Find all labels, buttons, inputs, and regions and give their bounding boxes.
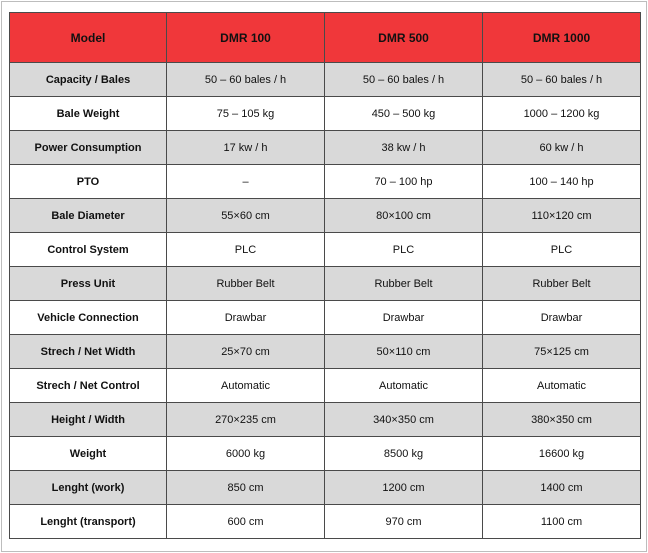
cell-dmr-100: 600 cm: [167, 505, 325, 539]
header-cell-dmr-1000: DMR 1000: [483, 13, 641, 63]
cell-dmr-500: 50×110 cm: [325, 335, 483, 369]
table-row: [10, 199, 641, 233]
table-row: [10, 233, 641, 267]
row-label: Press Unit: [10, 267, 167, 301]
table-row: [10, 267, 641, 301]
cell-dmr-100: –: [167, 165, 325, 199]
cell-dmr-1000: 1100 cm: [483, 505, 641, 539]
row-label: Weight: [10, 437, 167, 471]
row-label: Power Consumption: [10, 131, 167, 165]
table-row: [10, 369, 641, 403]
cell-dmr-1000: Rubber Belt: [483, 267, 641, 301]
cell-dmr-100: 75 – 105 kg: [167, 97, 325, 131]
cell-dmr-100: 850 cm: [167, 471, 325, 505]
row-label: Control System: [10, 233, 167, 267]
row-label: Bale Weight: [10, 97, 167, 131]
cell-dmr-500: 450 – 500 kg: [325, 97, 483, 131]
cell-dmr-500: 8500 kg: [325, 437, 483, 471]
cell-dmr-100: 50 – 60 bales / h: [167, 63, 325, 97]
cell-dmr-500: 70 – 100 hp: [325, 165, 483, 199]
spec-table: [9, 12, 641, 539]
cell-dmr-500: 50 – 60 bales / h: [325, 63, 483, 97]
row-label: Bale Diameter: [10, 199, 167, 233]
cell-dmr-500: Automatic: [325, 369, 483, 403]
cell-dmr-100: 17 kw / h: [167, 131, 325, 165]
table-row: [10, 63, 641, 97]
cell-dmr-1000: PLC: [483, 233, 641, 267]
cell-dmr-100: Automatic: [167, 369, 325, 403]
table-row: [10, 131, 641, 165]
cell-dmr-1000: Automatic: [483, 369, 641, 403]
cell-dmr-100: 55×60 cm: [167, 199, 325, 233]
cell-dmr-1000: 1000 – 1200 kg: [483, 97, 641, 131]
row-label: PTO: [10, 165, 167, 199]
cell-dmr-500: 1200 cm: [325, 471, 483, 505]
cell-dmr-500: 970 cm: [325, 505, 483, 539]
cell-dmr-500: 38 kw / h: [325, 131, 483, 165]
cell-dmr-500: Drawbar: [325, 301, 483, 335]
cell-dmr-1000: Drawbar: [483, 301, 641, 335]
cell-dmr-500: 80×100 cm: [325, 199, 483, 233]
table-row: [10, 301, 641, 335]
table-row: [10, 165, 641, 199]
cell-dmr-1000: 110×120 cm: [483, 199, 641, 233]
row-label: Height / Width: [10, 403, 167, 437]
header-cell-dmr-100: DMR 100: [167, 13, 325, 63]
table-row: [10, 505, 641, 539]
table-row: [10, 335, 641, 369]
cell-dmr-100: 270×235 cm: [167, 403, 325, 437]
row-label: Lenght (work): [10, 471, 167, 505]
table-row: [10, 403, 641, 437]
cell-dmr-100: 25×70 cm: [167, 335, 325, 369]
header-row: [10, 13, 641, 63]
cell-dmr-1000: 50 – 60 bales / h: [483, 63, 641, 97]
cell-dmr-100: Rubber Belt: [167, 267, 325, 301]
cell-dmr-1000: 60 kw / h: [483, 131, 641, 165]
cell-dmr-100: 6000 kg: [167, 437, 325, 471]
cell-dmr-100: PLC: [167, 233, 325, 267]
table-row: [10, 97, 641, 131]
cell-dmr-1000: 380×350 cm: [483, 403, 641, 437]
row-label: Strech / Net Control: [10, 369, 167, 403]
row-label: Capacity / Bales: [10, 63, 167, 97]
table-row: [10, 437, 641, 471]
header-cell-dmr-500: DMR 500: [325, 13, 483, 63]
row-label: Vehicle Connection: [10, 301, 167, 335]
cell-dmr-500: Rubber Belt: [325, 267, 483, 301]
cell-dmr-1000: 100 – 140 hp: [483, 165, 641, 199]
cell-dmr-1000: 75×125 cm: [483, 335, 641, 369]
table-row: [10, 471, 641, 505]
row-label: Lenght (transport): [10, 505, 167, 539]
row-label: Strech / Net Width: [10, 335, 167, 369]
cell-dmr-1000: 16600 kg: [483, 437, 641, 471]
header-cell-model: Model: [10, 13, 167, 63]
cell-dmr-500: PLC: [325, 233, 483, 267]
cell-dmr-100: Drawbar: [167, 301, 325, 335]
cell-dmr-1000: 1400 cm: [483, 471, 641, 505]
cell-dmr-500: 340×350 cm: [325, 403, 483, 437]
